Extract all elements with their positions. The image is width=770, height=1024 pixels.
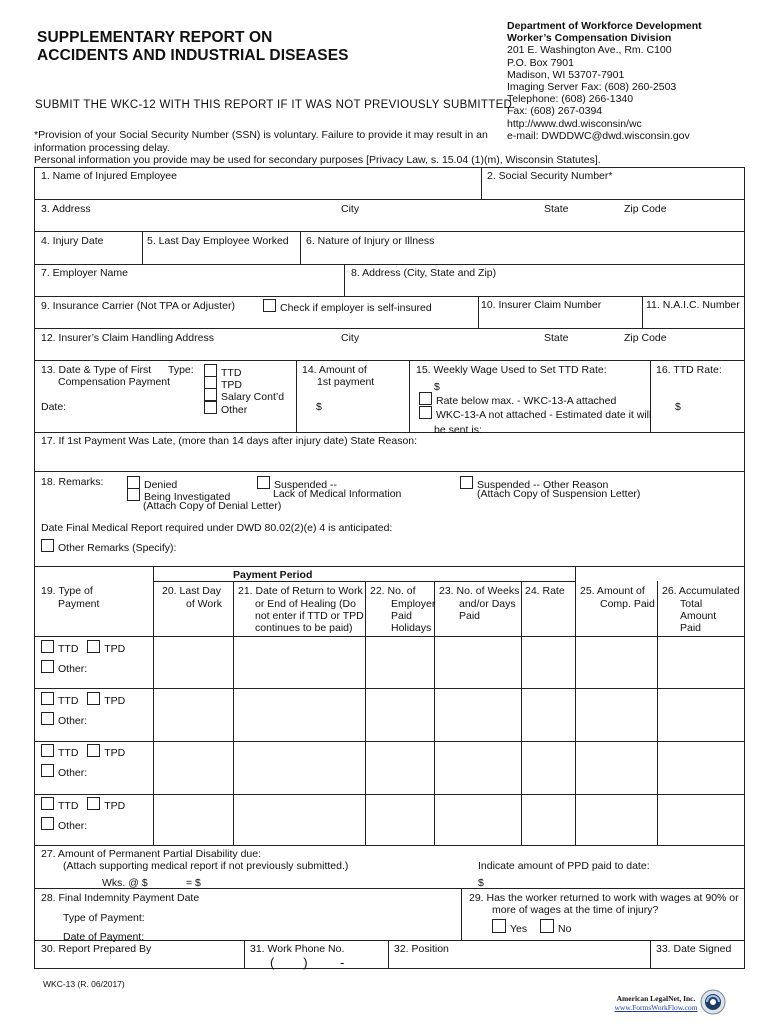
checkbox-icon[interactable] xyxy=(87,797,100,810)
checkbox-icon[interactable] xyxy=(41,712,54,725)
agency-imaging-fax: Imaging Server Fax: (608) 260-2503 xyxy=(507,81,677,94)
publisher-name: American LegalNet, Inc. xyxy=(616,994,696,1003)
field-12-city[interactable]: City xyxy=(341,332,360,344)
col-20-line2: of Work xyxy=(186,598,222,610)
field-27-line2: (Attach supporting medical report if not previously submitted.) xyxy=(63,860,349,872)
field-13-label-line1: 13. Date & Type of First xyxy=(41,364,152,376)
field-12-zip[interactable]: Zip Code xyxy=(624,332,667,344)
f13-ttd-label: TTD xyxy=(221,367,242,379)
checkbox-icon[interactable] xyxy=(41,539,54,552)
row-tpd-label: TPD xyxy=(104,643,126,655)
checkbox-icon[interactable] xyxy=(41,764,54,777)
row-other-label: Other: xyxy=(58,715,88,728)
field-13-type-label: Type: xyxy=(168,364,194,376)
checkbox-icon[interactable] xyxy=(87,744,100,757)
f18-lack-medical: Lack of Medical Information xyxy=(273,488,402,500)
field-17-late-reason[interactable]: 17. If 1st Payment Was Late, (more than 14 days after injury date) State Reason: xyxy=(41,435,418,447)
f29-yes-checkbox[interactable] xyxy=(492,919,527,935)
checkbox-icon[interactable] xyxy=(41,660,54,673)
col-23-line3: Paid xyxy=(459,610,481,622)
agency-city: Madison, WI 53707-7901 xyxy=(507,68,625,81)
row-other-label: Other: xyxy=(58,663,88,676)
checkbox-icon[interactable] xyxy=(263,299,276,312)
self-insured-label: Check if employer is self-insured xyxy=(280,302,432,314)
f18-suspended-label: Suspended -- xyxy=(274,479,338,491)
payment-row-2 xyxy=(41,692,125,727)
field-28-date-of-payment[interactable]: Date of Payment: xyxy=(63,931,145,943)
field-1-employee-name[interactable]: 1. Name of Injured Employee xyxy=(41,170,177,182)
agency-po-box: P.O. Box 7901 xyxy=(507,56,574,69)
row-ttd-label: TTD xyxy=(58,747,79,759)
field-15-weekly-wage: 15. Weekly Wage Used to Set TTD Rate: xyxy=(416,364,607,376)
field-14-label-line1: 14. Amount of xyxy=(302,364,367,376)
f18-susp-other-label: Suspended -- Other Reason xyxy=(477,479,609,491)
agency-email: e-mail: DWDDWC@dwd.wisconsin.gov xyxy=(507,129,690,142)
field-4-injury-date[interactable]: 4. Injury Date xyxy=(41,235,104,247)
checkbox-icon[interactable] xyxy=(87,692,100,705)
field-6-nature-of-injury[interactable]: 6. Nature of Injury or Illness xyxy=(306,235,435,247)
field-12-state[interactable]: State xyxy=(544,332,569,344)
ssn-note-line1: *Provision of your Social Security Number (SSN) is voluntary. Failure to provide it may result in an xyxy=(34,129,488,141)
f15-not-attached-checkbox[interactable] xyxy=(419,406,651,421)
field-31-phone-mask[interactable]: ( ) - xyxy=(270,955,345,970)
checkbox-icon[interactable] xyxy=(492,919,506,933)
checkbox-icon[interactable] xyxy=(204,388,217,401)
field-3-city[interactable]: City xyxy=(341,203,360,215)
col-23-line1: 23. No. of Weeks xyxy=(439,585,520,597)
agency-street: 201 E. Washington Ave., Rm. C100 xyxy=(507,44,672,57)
agency-fax: Fax: (608) 267-0394 xyxy=(507,105,603,118)
row-tpd-label: TPD xyxy=(104,747,126,759)
field-28-final-payment-date: 28. Final Indemnity Payment Date xyxy=(41,892,200,904)
col-22-line1: 22. No. of xyxy=(370,585,416,597)
field-3-address[interactable]: 3. Address xyxy=(41,203,91,215)
col-24-rate: 24. Rate xyxy=(525,585,565,597)
f29-no-checkbox[interactable] xyxy=(540,919,571,935)
agency-website: http://www.dwd.wisconsin/wc xyxy=(507,117,642,130)
field-32-position[interactable]: 32. Position xyxy=(394,943,449,955)
field-27-weeks[interactable]: Wks. @ $ xyxy=(102,877,148,889)
col-22-line3: Paid xyxy=(391,610,413,622)
col-21-line3: not enter if TTD or TPD xyxy=(255,610,364,622)
row-ttd-label: TTD xyxy=(58,643,79,655)
field-9-insurance-carrier[interactable]: 9. Insurance Carrier (Not TPA or Adjuster) xyxy=(41,300,235,312)
field-15-amount[interactable]: $ xyxy=(434,381,440,393)
col-26-line3: Amount xyxy=(680,610,717,622)
payment-row-4 xyxy=(41,797,125,832)
f15-not-attached-label: WKC-13-A not attached - Estimated date it will xyxy=(436,409,652,421)
field-5-last-day-worked[interactable]: 5. Last Day Employee Worked xyxy=(147,235,289,247)
field-16-amount[interactable]: $ xyxy=(675,401,681,413)
field-31-work-phone[interactable]: 31. Work Phone No. xyxy=(250,943,345,955)
publisher-block xyxy=(612,994,700,1012)
field-14-amount[interactable]: $ xyxy=(316,401,322,413)
checkbox-icon[interactable] xyxy=(419,392,432,405)
col-21-line1: 21. Date of Return to Work xyxy=(238,585,363,597)
f18-other-remarks-checkbox[interactable] xyxy=(41,539,176,554)
checkbox-icon[interactable] xyxy=(460,476,473,489)
col-26-line1: 26. Accumulated xyxy=(662,585,740,597)
field-13-date[interactable]: Date: xyxy=(41,401,67,413)
self-insured-checkbox[interactable] xyxy=(263,299,432,314)
field-12-claim-handling-address[interactable]: 12. Insurer’s Claim Handling Address xyxy=(41,332,214,344)
col-20-line1: 20. Last Day xyxy=(162,585,221,597)
agency-block xyxy=(507,20,702,142)
field-3-zip[interactable]: Zip Code xyxy=(624,203,667,215)
f29-yes-label: Yes xyxy=(510,923,528,935)
field-27-line1: 27. Amount of Permanent Partial Disability due: xyxy=(41,848,262,860)
field-15-sent-date[interactable]: be sent is: xyxy=(434,424,482,436)
payment-row-1 xyxy=(41,640,125,675)
form-id: WKC-13 (R. 06/2017) xyxy=(43,979,125,989)
agency-telephone: Telephone: (608) 266-1340 xyxy=(507,93,634,106)
payment-row-3 xyxy=(41,744,125,779)
checkbox-icon[interactable] xyxy=(419,406,432,419)
field-27-ppd-label: Indicate amount of PPD paid to date: xyxy=(478,860,650,872)
row-tpd-label: TPD xyxy=(104,695,126,707)
checkbox-icon[interactable] xyxy=(127,488,140,501)
f18-attach-suspension: (Attach Copy of Suspension Letter) xyxy=(477,488,641,500)
f18-attach-denial: (Attach Copy of Denial Letter) xyxy=(143,500,282,512)
checkbox-icon[interactable] xyxy=(41,817,54,830)
form-title-line2: ACCIDENTS AND INDUSTRIAL DISEASES xyxy=(37,47,349,64)
f18-other-remarks-label: Other Remarks (Specify): xyxy=(58,542,177,554)
agency-department: Department of Workforce Development xyxy=(507,20,702,32)
field-8-employer-address[interactable]: 8. Address (City, State and Zip) xyxy=(351,267,497,279)
col-26-line4: Paid xyxy=(680,622,702,634)
row-tpd-label: TPD xyxy=(104,800,126,812)
f29-no-label: No xyxy=(558,923,572,935)
field-14-label-line2: 1st payment xyxy=(317,376,375,388)
row-ttd-label: TTD xyxy=(58,695,79,707)
f13-other-checkbox[interactable] xyxy=(204,401,247,416)
field-27-ppd-amount[interactable]: $ xyxy=(478,877,484,889)
col-22-line2: Employer xyxy=(391,598,436,610)
f13-other-label: Other xyxy=(221,404,248,416)
field-13-label-line2: Compensation Payment xyxy=(58,376,171,388)
f13-tpd-label: TPD xyxy=(221,379,242,391)
row-other-label: Other: xyxy=(58,820,88,833)
field-18-label: 18. Remarks: xyxy=(41,476,104,488)
checkbox-icon[interactable] xyxy=(41,640,54,653)
col-25-line1: 25. Amount of xyxy=(580,585,645,597)
f18-investigated-label: Being Investigated xyxy=(144,491,231,503)
col-19-line2: Payment xyxy=(58,598,100,610)
field-10-insurer-claim-number[interactable]: 10. Insurer Claim Number xyxy=(481,299,602,311)
checkbox-icon[interactable] xyxy=(257,476,270,489)
field-7-employer-name[interactable]: 7. Employer Name xyxy=(41,267,128,279)
field-28-type-of-payment[interactable]: Type of Payment: xyxy=(63,912,145,924)
submit-note: SUBMIT THE WKC-12 WITH THIS REPORT IF IT WAS NOT PREVIOUSLY SUBMITTED. xyxy=(35,99,516,111)
checkbox-icon[interactable] xyxy=(204,401,217,414)
privacy-note: Personal information you provide may be used for secondary purposes [Privacy Law, s. 15.04 (1)(m), Wisconsin Statutes]. xyxy=(34,154,601,166)
col-25-line2: Comp. Paid xyxy=(600,598,655,610)
row-ttd-label: TTD xyxy=(58,800,79,812)
field-3-state[interactable]: State xyxy=(544,203,569,215)
col-22-line4: Holidays xyxy=(391,622,432,634)
field-2-ssn[interactable]: 2. Social Security Number* xyxy=(487,170,613,182)
f18-final-medical-date[interactable]: Date Final Medical Report required under DWD 80.02(2)(e) 4 is anticipated: xyxy=(41,522,393,534)
field-33-date-signed[interactable]: 33. Date Signed xyxy=(656,943,732,955)
checkbox-icon[interactable] xyxy=(41,692,54,705)
f15-rate-below-label: Rate below max. - WKC-13-A attached xyxy=(436,395,617,407)
row-other-label: Other: xyxy=(58,767,88,780)
publisher-url[interactable]: www.FormsWorkFlow.com xyxy=(614,1003,698,1012)
field-29-line1: 29. Has the worker returned to work with wages at 90% or xyxy=(469,892,739,904)
payment-period-header: Payment Period xyxy=(233,569,313,581)
f15-rate-below-checkbox[interactable] xyxy=(419,392,616,407)
col-19-line1: 19. Type of xyxy=(41,585,93,597)
col-21-line4: continues to be paid) xyxy=(255,622,353,634)
checkbox-icon[interactable] xyxy=(87,640,100,653)
agency-division: Worker’s Compensation Division xyxy=(507,32,672,45)
col-26-line2: Total xyxy=(680,598,703,610)
field-30-prepared-by[interactable]: 30. Report Prepared By xyxy=(41,943,152,955)
field-27-total[interactable]: = $ xyxy=(186,877,201,889)
field-16-ttd-rate: 16. TTD Rate: xyxy=(656,364,722,376)
col-23-line2: and/or Days xyxy=(459,598,516,610)
ssn-note-line2: information processing delay. xyxy=(34,142,170,154)
f13-salary-label: Salary Cont’d xyxy=(221,391,285,403)
field-11-naic-number[interactable]: 11. N.A.I.C. Number xyxy=(646,299,740,311)
checkbox-icon[interactable] xyxy=(41,797,54,810)
field-29-line2: more of wages at the time of injury? xyxy=(492,904,659,916)
col-21-line2: or End of Healing (Do xyxy=(255,598,356,610)
form-title-line1: SUPPLEMENTARY REPORT ON xyxy=(37,29,273,46)
f18-denied-label: Denied xyxy=(144,479,178,491)
publisher-logo-icon xyxy=(700,989,726,1018)
checkbox-icon[interactable] xyxy=(540,919,554,933)
checkbox-icon[interactable] xyxy=(41,744,54,757)
